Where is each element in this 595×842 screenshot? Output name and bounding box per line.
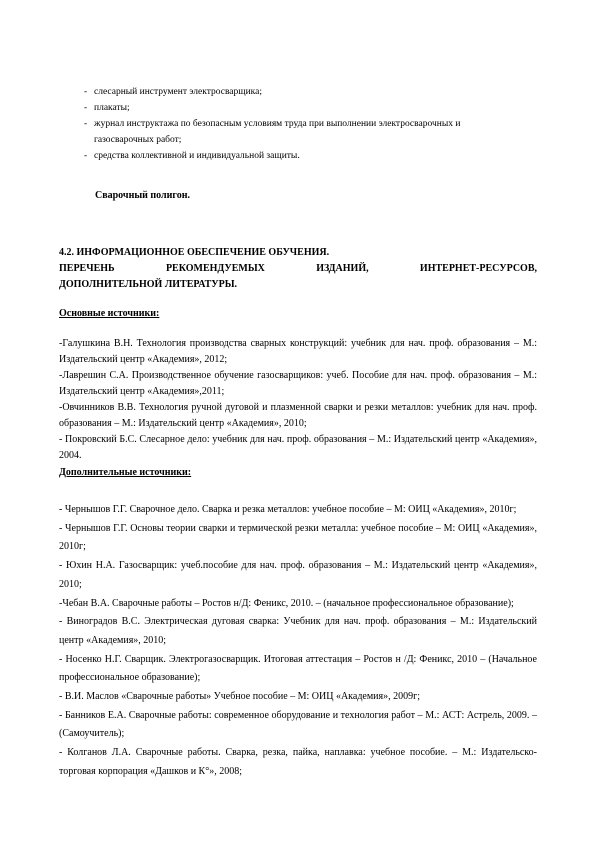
reference-item: - В.И. Маслов «Сварочные работы» Учебное пособие – М: ОИЦ «Академия», 2009г;: [59, 691, 421, 703]
reference-item: -Лаврешин С.А. Производственное обучение газосварщиков: учеб. Пособие для нач. проф. образования – М.: Издательский центр «Академия»,2011;: [59, 370, 537, 397]
section-title: 4.2. ИНФОРМАЦИОННОЕ ОБЕСПЕЧЕНИЕ ОБУЧЕНИЯ.: [59, 247, 330, 258]
polygon-heading: Сварочный полигон.: [95, 190, 190, 201]
reference-item: -Овчинников В.В. Технология ручной дуговой и плазменной сварки и резки металлов: учебник для нач. проф. образования – М.: Издательский центр «Академия», 2010;: [59, 402, 537, 429]
main-sources-heading: Основные источники:: [59, 308, 160, 319]
reference-item: - Банников Е.А. Сварочные работы: современное оборудование и технология работ – М.: АСТ: Астрель, 2009. – (Самоучитель);: [59, 709, 537, 740]
reference-item: - Юхин Н.А. Газосварщик: учеб.пособие для нач. проф. образования – М.: Издательский центр «Академия», 2010;: [59, 560, 537, 590]
reference-item: - Виноградов В.С. Электрическая дуговая сварка: Учебник для нач. проф. образования – М.: Издательский центр «Академия», 2010;: [59, 616, 537, 646]
reference-item: - Покровский Б.С. Слесарное дело: учебник для нач. проф. образования – М.: Издательский центр «Академия», 2004.: [59, 434, 537, 461]
equipment-list: [84, 84, 484, 164]
list-item: - средства коллективной и индивидуальной защиты.: [84, 148, 484, 164]
section-subtitle-line2: ДОПОЛНИТЕЛЬНОЙ ЛИТЕРАТУРЫ.: [59, 279, 238, 290]
list-item: - журнал инструктажа по безопасным условиям труда при выполнении электросварочных и газосварочных работ;: [84, 116, 484, 148]
reference-item: - Носенко Н.Г. Сварщик. Электрогазосварщик. Итоговая аттестация – Ростов н /Д: Феникс, 2010 – (Начальное профессиональное образование);: [59, 653, 537, 684]
reference-item: - Чернышов Г.Г. Сварочное дело. Сварка и резка металлов: учебное пособие – М: ОИЦ «Академия», 2010г;: [59, 504, 517, 515]
section-subtitle-line1: ПЕРЕЧЕНЬ РЕКОМЕНДУЕМЫХ ИЗДАНИЙ, ИНТЕРНЕТ-РЕСУРСОВ,: [59, 263, 537, 274]
reference-item: - Колганов Л.А. Сварочные работы. Сварка, резка, пайка, наплавка: учебное пособие. – М.: Издательско-торговая корпорация «Дашков и К°», 2008;: [59, 747, 537, 777]
main-sources-list: [59, 336, 537, 464]
reference-item: -Галушкина В.Н. Технология производства сварных конструкций: учебник для нач. проф. образования – М.: Издательский центр «Академия», 2012;: [59, 338, 537, 365]
extra-sources-heading: Дополнительные источники:: [59, 467, 192, 478]
list-item: - плакаты;: [84, 100, 484, 116]
section-heading: [59, 245, 537, 293]
list-item: - слесарный инструмент электросварщика;: [84, 84, 484, 100]
reference-item: -Чебан В.А. Сварочные работы – Ростов н/Д: Феникс, 2010. – (начальное профессиональное образование);: [59, 597, 514, 609]
reference-item: - Чернышов Г.Г. Основы теории сварки и термической резки металла: учебное пособие – М: ОИЦ «Академия», 2010г;: [59, 522, 537, 553]
extra-sources-list: [59, 501, 537, 782]
